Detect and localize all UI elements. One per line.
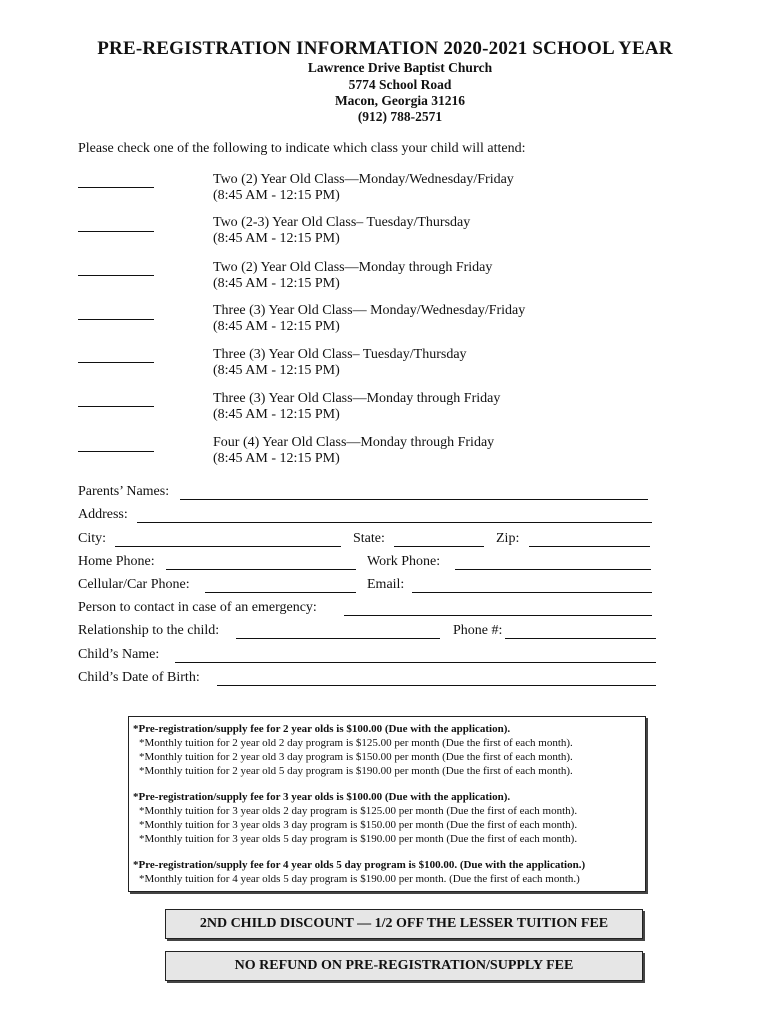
parents-names-field[interactable]: [180, 499, 648, 500]
church-name: Lawrence Drive Baptist Church: [307, 60, 493, 75]
no-refund-notice: NO REFUND ON PRE-REGISTRATION/SUPPLY FEE: [165, 951, 643, 981]
class-option: [213, 303, 525, 335]
class-name: Two (2-3) Year Old Class– Tuesday/Thursday: [213, 215, 471, 230]
class-option: [213, 260, 492, 292]
child-dob-label: Child’s Date of Birth:: [78, 670, 200, 685]
address-label: Address:: [78, 507, 128, 522]
address-field[interactable]: [137, 522, 652, 523]
fee-4yr-line: *Monthly tuition for 4 year olds 5 day program is $190.00 per month. (Due the first of each month.): [139, 873, 580, 885]
city-field[interactable]: [115, 546, 341, 547]
class-time: (8:45 AM - 12:15 PM): [213, 319, 340, 334]
home-phone-label: Home Phone:: [78, 554, 155, 569]
fee-2yr-line: *Monthly tuition for 2 year old 3 day program is $150.00 per month (Due the first of each month).: [139, 751, 573, 763]
fee-2yr-line: *Monthly tuition for 2 year old 2 day program is $125.00 per month (Due the first of each month).: [139, 737, 573, 749]
class-time: (8:45 AM - 12:15 PM): [213, 363, 340, 378]
email-label: Email:: [367, 577, 405, 592]
fee-3yr-line: *Monthly tuition for 3 year olds 3 day program is $150.00 per month (Due the first of each month).: [139, 819, 578, 831]
class-option: [213, 172, 514, 204]
class-option: [213, 347, 467, 379]
class-check-blank[interactable]: [78, 187, 154, 188]
class-time: (8:45 AM - 12:15 PM): [213, 231, 340, 246]
church-phone: (912) 788-2571: [357, 109, 443, 124]
church-city: Macon, Georgia 31216: [334, 93, 466, 108]
relationship-field[interactable]: [236, 638, 440, 639]
relationship-label: Relationship to the child:: [78, 623, 220, 638]
cell-phone-label: Cellular/Car Phone:: [78, 577, 190, 592]
class-check-blank[interactable]: [78, 231, 154, 232]
zip-label: Zip:: [496, 531, 520, 546]
class-name: Four (4) Year Old Class—Monday through Friday: [213, 435, 495, 450]
fee-schedule-box: [128, 716, 646, 892]
class-name: Three (3) Year Old Class– Tuesday/Thursday: [213, 347, 467, 362]
class-name: Two (2) Year Old Class—Monday/Wednesday/Friday: [213, 172, 514, 187]
class-name: Two (2) Year Old Class—Monday through Friday: [213, 260, 493, 275]
child-name-field[interactable]: [175, 662, 656, 663]
class-option: [213, 435, 494, 467]
child-dob-field[interactable]: [217, 685, 656, 686]
parents-names-label: Parents’ Names:: [78, 484, 170, 499]
cell-phone-field[interactable]: [205, 592, 356, 593]
page-title: PRE-REGISTRATION INFORMATION 2020-2021 SCHOOL YEAR: [97, 38, 673, 59]
fee-2yr-heading: *Pre-registration/supply fee for 2 year olds is $100.00 (Due with the application).: [133, 723, 511, 735]
fee-4yr-heading: *Pre-registration/supply fee for 4 year olds 5 day program is $100.00. (Due with the application.): [133, 859, 586, 871]
state-label: State:: [353, 531, 385, 546]
class-name: Three (3) Year Old Class—Monday through Friday: [213, 391, 501, 406]
phone-num-label: Phone #:: [453, 623, 503, 638]
class-check-blank[interactable]: [78, 406, 154, 407]
class-check-blank[interactable]: [78, 275, 154, 276]
class-time: (8:45 AM - 12:15 PM): [213, 276, 340, 291]
fee-3yr-line: *Monthly tuition for 3 year olds 5 day program is $190.00 per month (Due the first of each month).: [139, 833, 578, 845]
discount-notice: 2ND CHILD DISCOUNT — 1/2 OFF THE LESSER TUITION FEE: [165, 909, 643, 939]
class-check-blank[interactable]: [78, 362, 154, 363]
email-field[interactable]: [412, 592, 652, 593]
class-time: (8:45 AM - 12:15 PM): [213, 188, 340, 203]
intro-text: Please check one of the following to indicate which class your child will attend:: [78, 141, 526, 156]
class-check-blank[interactable]: [78, 319, 154, 320]
state-field[interactable]: [394, 546, 484, 547]
class-option: [213, 215, 470, 247]
class-name: Three (3) Year Old Class— Monday/Wednesday/Friday: [213, 303, 526, 318]
church-street: 5774 School Road: [348, 77, 452, 92]
emergency-contact-field[interactable]: [344, 615, 652, 616]
work-phone-label: Work Phone:: [367, 554, 441, 569]
home-phone-field[interactable]: [166, 569, 356, 570]
fee-3yr-heading: *Pre-registration/supply fee for 3 year olds is $100.00 (Due with the application).: [133, 791, 511, 803]
fee-2yr-line: *Monthly tuition for 2 year old 5 day program is $190.00 per month (Due the first of each month).: [139, 765, 573, 777]
phone-num-field[interactable]: [505, 638, 656, 639]
zip-field[interactable]: [529, 546, 650, 547]
class-check-blank[interactable]: [78, 451, 154, 452]
emergency-contact-label: Person to contact in case of an emergency:: [78, 600, 317, 615]
class-time: (8:45 AM - 12:15 PM): [213, 451, 340, 466]
city-label: City:: [78, 531, 107, 546]
work-phone-field[interactable]: [455, 569, 651, 570]
fee-3yr-line: *Monthly tuition for 3 year olds 2 day program is $125.00 per month (Due the first of each month).: [139, 805, 578, 817]
class-time: (8:45 AM - 12:15 PM): [213, 407, 340, 422]
child-name-label: Child’s Name:: [78, 647, 160, 662]
class-option: [213, 391, 500, 423]
